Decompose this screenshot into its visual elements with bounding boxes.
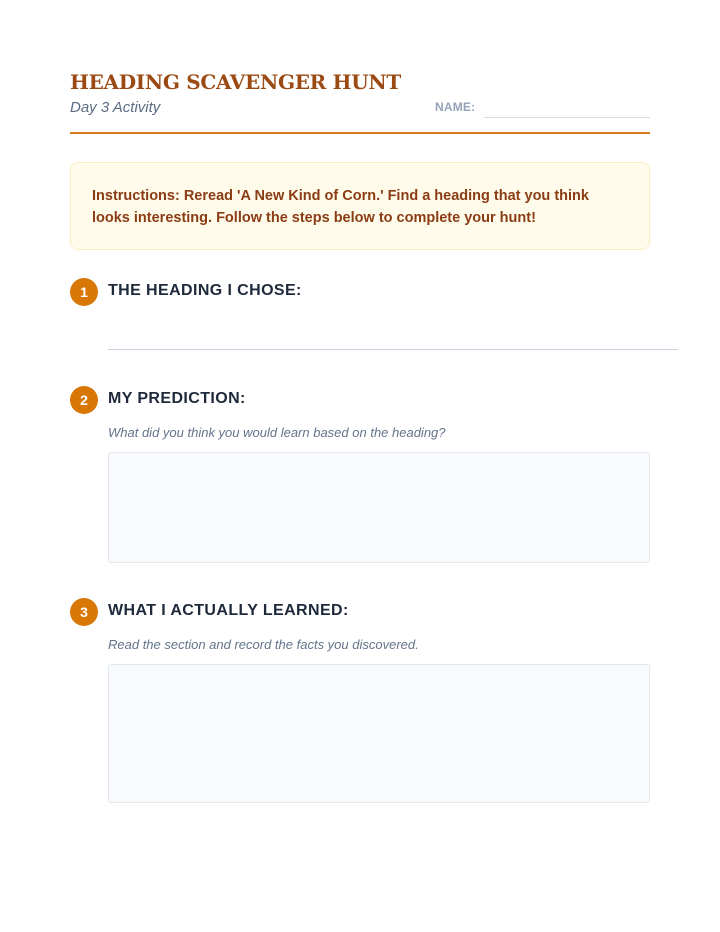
step-2-title: MY PREDICTION: xyxy=(108,390,246,407)
step-1-badge: 1 xyxy=(70,278,98,306)
worksheet-subtitle: Day 3 Activity xyxy=(70,99,161,116)
header-divider xyxy=(70,132,650,134)
name-label: NAME: xyxy=(435,100,476,114)
step-3-badge: 3 xyxy=(70,598,98,626)
instructions-text: Instructions: Reread 'A New Kind of Corn.' Find a heading that you think looks interesting. Follow the steps below to complete your hunt! xyxy=(92,188,589,226)
instructions-box xyxy=(70,162,650,250)
step-3-title: WHAT I ACTUALLY LEARNED: xyxy=(108,602,349,619)
prediction-answer-box[interactable] xyxy=(108,452,650,563)
step-3-hint: Read the section and record the facts you discovered. xyxy=(108,637,419,652)
worksheet-title: HEADING SCAVENGER HUNT xyxy=(70,70,401,94)
step-1-title: THE HEADING I CHOSE: xyxy=(108,282,302,299)
heading-answer-line[interactable] xyxy=(108,349,678,350)
learned-answer-box[interactable] xyxy=(108,664,650,803)
step-2-badge: 2 xyxy=(70,386,98,414)
name-field[interactable] xyxy=(484,117,650,118)
step-2-hint: What did you think you would learn based on the heading? xyxy=(108,425,446,440)
